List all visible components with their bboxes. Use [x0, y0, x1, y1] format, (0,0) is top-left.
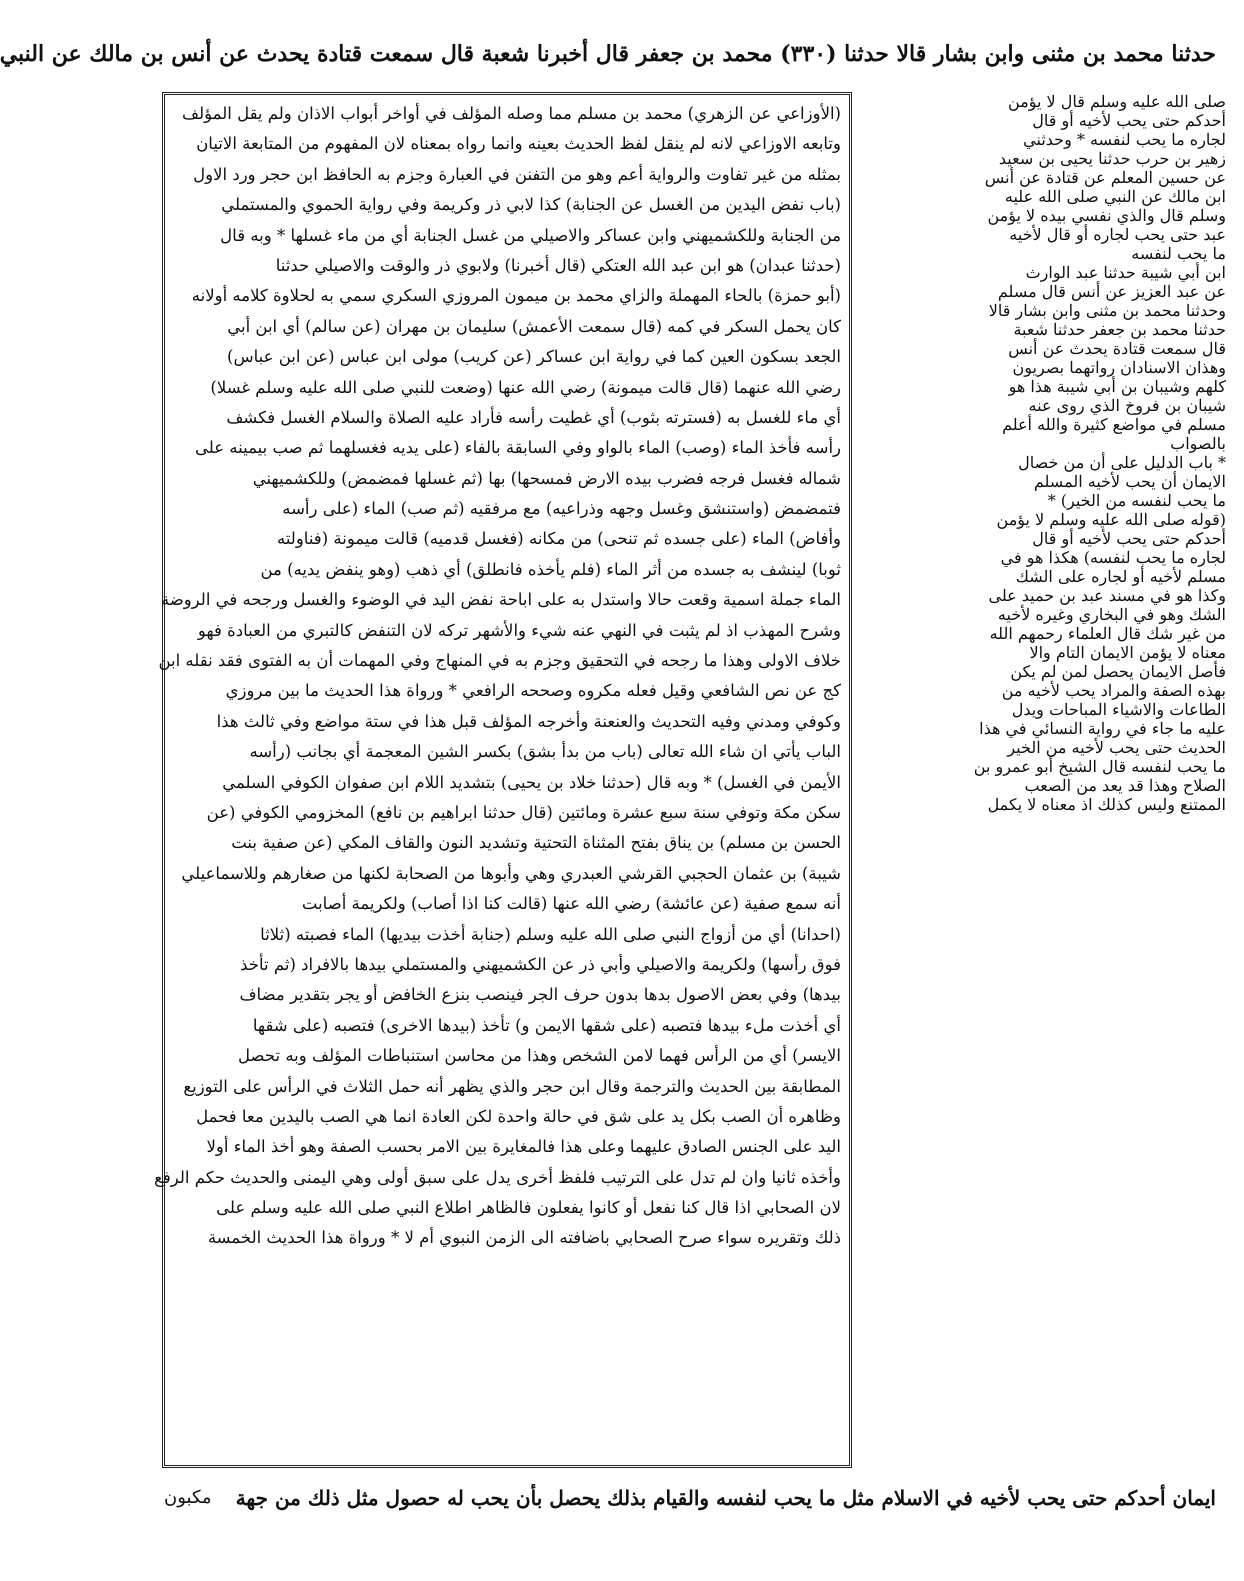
main-text-line: لان الصحابي اذا قال كنا نفعل أو كانوا يفعلون فالظاهر اطلاع النبي صلى الله عليه وسلم على — [216, 1198, 841, 1218]
margin-text-line: أحدكم حتى يحب لأخيه أو قال — [1032, 529, 1226, 548]
main-text-line: وشرح المهذب اذ لم يثبت في النهي عنه شيء والأشهر تركه لان التنفض كالتبري من العبادة فهو — [197, 620, 841, 640]
main-text-line: خلاف الاولى وهذا ما رجحه في التحقيق وجزم به في المنهاج وفي المهمات أن به الفتوى فقد نقله ابن — [158, 651, 841, 671]
main-text-line: الماء جملة اسمية وقعت حالا واستدل به على اباحة نفض اليد في الوضوء والغسل ورجحه في الروضة — [160, 590, 841, 610]
main-text-line: أنه سمع صفية (عن عائشة) رضي الله عنها (قالت كنا اذا أصاب) ولكريمة أصابت — [301, 894, 841, 914]
margin-text-line: كلهم وشيبان بن أبي شيبة هذا هو — [1008, 377, 1226, 396]
main-text-line: شيبة) بن عثمان الحجبي القرشي العبدري وهي وأبوها من الصحابة لكنها من صغارهم وللاسماعيلي — [181, 863, 841, 883]
margin-text-line: زهير بن حرب حدثنا يحيى بن سعيد — [998, 149, 1226, 168]
margin-text-line: أحدكم حتى يحب لأخيه أو قال — [1032, 111, 1226, 130]
margin-text-line: من غير شك قال العلماء رحمهم الله — [989, 624, 1226, 643]
main-text-line: الجعد بسكون العين كما في رواية ابن عساكر (عن كريب) مولى ابن عباس (عن ابن عباس) — [227, 347, 841, 367]
margin-commentary — [854, 92, 1226, 1468]
main-text-line: (باب نفض اليدين من الغسل عن الجنابة) كذا لابي ذر وكريمة وفي رواية الحموي والمستملي — [221, 195, 841, 215]
margin-text-line: شيبان بن فروخ الذي روى عنه — [1028, 396, 1226, 415]
margin-text-line: حدثنا محمد بن جعفر حدثنا شعبة — [1013, 320, 1226, 339]
margin-text-line: ما يحب لنفسه — [1131, 244, 1226, 263]
margin-block — [854, 92, 1226, 263]
margin-text-line: الحديث حتى يحب لأخيه من الخير — [1007, 738, 1226, 757]
main-text-line: وأخذه ثانيا وان لم تدل على الترتيب فلفظ أخرى يدل على سبق أولى وهي اليمنى والحديث حكم الرفع — [154, 1167, 841, 1187]
main-text-line: (الأوزاعي عن الزهري) محمد بن مسلم مما وصله المؤلف في أواخر أبواب الاذان ولم يقل المؤلف — [182, 104, 841, 123]
margin-text-line: ما يحب لنفسه قال الشيخ أبو عمرو بن — [973, 757, 1226, 776]
main-text-line: من الجنابة وللكشميهني وابن عساكر والاصيلي من غسل الجنابة أي من ماء غسلها * وبه قال — [220, 225, 841, 245]
margin-text-line: مسلم لأخيه أو لجاره على الشك — [1015, 567, 1226, 586]
main-text-line: بيدها) وفي بعض الاصول بدها بدون حرف الجر فينصب بنزع الخافض أو يجر بتقدير مضاف — [239, 985, 841, 1005]
margin-text-line: عليه ما جاء في رواية النسائي في هذا — [979, 719, 1226, 738]
main-text-line: كان يحمل السكر في كمه (قال سمعت الأعمش) سليمان بن مهران (عن سالم) أي ابن أبي — [227, 316, 841, 336]
main-text-line: ثوبا) لينشف به جسده من أثر الماء (فلم يأخذه فانطلق) أي ذهب (وهو ينفض يديه) من — [260, 559, 841, 579]
main-text-line: (حدثنا عبدان) هو ابن عبد الله العتكي (قال أخبرنا) ولابوي ذر والوقت والاصيلي حدثنا — [275, 255, 841, 275]
catchword: مكبون — [164, 1487, 212, 1508]
margin-text-line: الصلاح وهذا قد يعد من الصعب — [1024, 776, 1226, 795]
margin-text-line: قال سمعت قتادة يحدث عن أنس — [1008, 339, 1226, 358]
main-commentary-text — [154, 99, 841, 1254]
main-text-line: وظاهره أن الصب بكل يد على شق في حالة واحدة لكن العادة انما هي الصب باليدين معا فحمل — [196, 1106, 841, 1126]
main-text-line: وتابعه الاوزاعي لانه لم ينقل لفظ الحديث بعينه وانما رواه بمعناه لان المفهوم من المتابعة الاتيان — [196, 134, 841, 154]
margin-text-line: الشك وهو في البخاري وغيره لأخيه — [997, 605, 1226, 624]
margin-text-line: الطاعات والاشياء المباحات ويدل — [1011, 700, 1226, 719]
main-text-line: فتمضمض (واستنشق وغسل وجهه وذراعيه) مع مرفقيه (ثم صب) الماء (على رأسه — [282, 499, 841, 519]
margin-text-line: وحدثنا محمد بن مثنى وابن بشار قالا — [988, 301, 1226, 320]
main-text-line: ذلك وتقريره سواء صرح الصحابي باضافته الى الزمن النبوي أم لا * ورواة هذا الحديث الخمسة — [207, 1228, 841, 1248]
main-text-line: اليد على الجنس الصادق عليهما وعلى هذا فالمغايرة بين الامر بحسب الصفة وهو أخذ الماء أولا — [206, 1137, 841, 1157]
margin-text-line: معناه لا يؤمن الايمان التام والا — [1029, 643, 1226, 662]
margin-text-line: بالصواب — [1170, 434, 1226, 453]
main-text-line: المطابقة بين الحديث والترجمة وقال ابن حجر والذي يظهر أنه حمل الثلاث في الرأس على التوزيع — [183, 1076, 841, 1096]
margin-block — [854, 263, 1226, 453]
page-header: حدثنا محمد بن مثنى وابن بشار قالا حدثنا (٣٣٠) محمد بن جعفر قال أخبرنا شعبة قال سمعت قتادة يحدث عن أنس بن مالك عن النبي — [0, 41, 1216, 67]
main-text-line: أي أخذت ملء بيدها فتصبه (على شقها الايمن و) تأخذ (بيدها الاخرى) فتصبه (على شقها — [252, 1015, 841, 1035]
margin-text-line: وسلم قال والذي نفسي بيده لا يؤمن — [987, 206, 1226, 225]
margin-text-line: لجاره ما يحب لنفسه) هكذا هو في — [1000, 548, 1226, 567]
main-text-line: الحسن بن مسلم) بن يناق بفتح المثناة التحتية وتشديد النون والقاف المكي (عن صفية بنت — [231, 833, 841, 853]
margin-text-line: ابن مالك عن النبي صلى الله عليه — [1004, 187, 1226, 206]
main-text-line: الايسر) أي من الرأس فهما لامن الشخص وهذا من محاسن استنباطات المؤلف وبه تحصل — [238, 1046, 841, 1066]
margin-text-line: ابن أبي شيبة حدثنا عبد الوارث — [1025, 263, 1226, 282]
main-text-line: أي ماء للغسل به (فسترته بثوب) أي غطيت رأسه فأراد عليه الصلاة والسلام الغسل فكشف — [226, 407, 841, 427]
main-text-line: الباب يأتي ان شاء الله تعالى (باب من بدأ بشق) بكسر الشين المعجمة أي بجانب (رأسه — [249, 742, 841, 762]
main-text-line: وأفاض) الماء (على جسده ثم تنحى) من مكانه (فغسل قدميه) قالت ميمونة (فناولته — [276, 529, 841, 549]
margin-text-line: وكذا هو في مسند عبد بن حميد على — [988, 586, 1226, 605]
margin-text-line: وهذان الاسنادان رواتهما بصريون — [1012, 358, 1226, 377]
main-text-line: وكوفي ومدني وفيه التحديث والعنعنة وأخرجه المؤلف قبل هذا في ستة مواضع وفي ثالث هذا — [216, 711, 841, 731]
margin-text-line: الممتنع وليس كذلك اذ معناه لا يكمل — [987, 795, 1226, 814]
margin-text-line: * باب الدليل على أن من خصال — [1018, 453, 1226, 472]
margin-text-line: لجاره ما يحب لنفسه * وحدثني — [1023, 130, 1226, 149]
margin-text-line: الايمان أن يحب لأخيه المسلم — [1033, 472, 1226, 491]
main-text-line: سكن مكة وتوفي سنة سبع عشرة ومائتين (قال حدثنا ابراهيم بن نافع) المخزومي الكوفي (عن — [206, 802, 841, 822]
main-text-line: بمثله من غير تفاوت والرواية أعم وهو من التفنن في العبارة وجزم به الحافظ ابن حجر ورد الاول — [193, 164, 841, 184]
margin-text-line: عن حسين المعلم عن قتادة عن أنس — [984, 168, 1226, 187]
main-text-line: (احدانا) أي من أزواج النبي صلى الله عليه وسلم (جنابة أخذت بيديها) الماء فصبته (ثلاثا — [260, 924, 841, 944]
margin-text-line: عن عبد العزيز عن أنس قال مسلم — [997, 282, 1226, 301]
main-text-line: (أبو حمزة) بالحاء المهملة والزاي محمد بن ميمون المروزي السكري سمي به لحلاوة كلامه أولانه — [191, 286, 841, 306]
margin-text-line: صلى الله عليه وسلم قال لا يؤمن — [1008, 92, 1226, 111]
margin-text-line: عبد حتى يحب لجاره أو قال لأخيه — [1009, 225, 1226, 244]
main-text-line: رأسه فأخذ الماء (وصب) الماء بالواو وفي السابقة بالفاء (على يديه فغسلهما ثم صب بيمينه على — [194, 438, 841, 458]
main-commentary-frame — [154, 92, 852, 1468]
main-text-line: فوق رأسها) ولكريمة والاصيلي وأبي ذر عن الكشميهني والمستملي بيدها بالافراد (ثم تأخذ — [240, 954, 841, 974]
margin-commentary-text — [854, 92, 1226, 814]
main-text-line: رضي الله عنهما (قال قالت ميمونة) رضي الله عنها (وضعت للنبي صلى الله عليه وسلم غسلا) — [210, 377, 841, 397]
main-text-line: كج عن نص الشافعي وقيل فعله مكروه وصححه الرافعي * ورواة هذا الحديث ما بين مروزي — [225, 681, 841, 701]
main-text-line: الأيمن في الغسل) * وبه قال (حدثنا خلاد بن يحيى) بتشديد اللام ابن صفوان الكوفي السلمي — [222, 772, 841, 792]
margin-text-line: (قوله صلى الله عليه وسلم لا يؤمن — [996, 510, 1226, 529]
margin-block — [854, 510, 1226, 814]
main-text-line: شماله فغسل فرجه فضرب بيده الارض فمسحها) بها (ثم غسلها فمضمض) وللكشميهني — [252, 468, 841, 488]
margin-text-line: مسلم في مواضع كثيرة والله أعلم — [1002, 415, 1226, 434]
page-footer-line: ايمان أحدكم حتى يحب لأخيه في الاسلام مثل ما يحب لنفسه والقيام بذلك يحصل بأن يحب له حصول مثل ذلك من جهة — [235, 1486, 1216, 1510]
margin-text-line: ما يحب لنفسه من الخير) * — [1047, 491, 1226, 510]
margin-block — [854, 453, 1226, 510]
margin-text-line: فأصل الايمان يحصل لمن لم يكن — [1010, 662, 1226, 681]
margin-text-line: بهذه الصفة والمراد يحب لأخيه من — [1001, 681, 1226, 700]
